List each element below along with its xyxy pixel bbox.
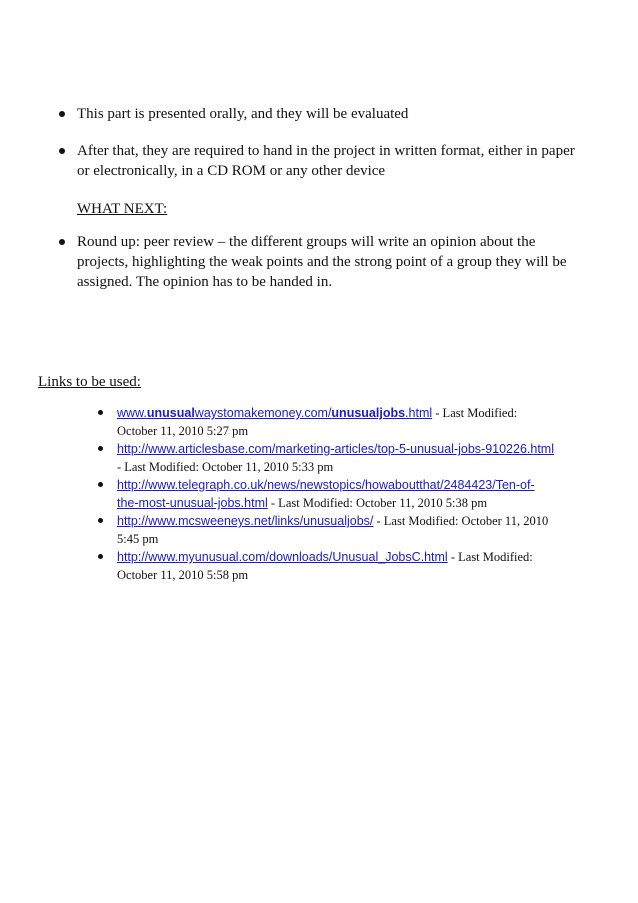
link-mcsweeneys[interactable]: http://www.mcsweeneys.net/links/unusualjobs/ [117, 514, 374, 528]
link-myunusual[interactable]: http://www.myunusual.com/downloads/Unusual_JobsC.html [117, 550, 448, 564]
link-unusualwaystomakemoney[interactable]: www.unusualwaystomakemoney.com/unusualjobs.html [117, 406, 433, 420]
link-list-item [95, 440, 555, 476]
bullet-icon [98, 518, 103, 523]
link-list-item [95, 476, 555, 512]
evaluation-bullet-list [55, 104, 575, 198]
link-telegraph[interactable]: http://www.telegraph.co.uk/news/newstopics/howaboutthat/2484423/Ten-of-the-most-unusual-jobs.html [117, 478, 535, 510]
link-list-item [95, 512, 555, 548]
bullet-icon [98, 554, 103, 559]
list-item [55, 104, 575, 124]
last-modified-text: - Last Modified: October 11, 2010 5:27 pm [117, 406, 518, 438]
bullet-icon [98, 410, 103, 415]
link-list-item [95, 548, 555, 584]
bullet-icon [59, 148, 65, 154]
list-item [55, 232, 575, 292]
links-heading: Links to be used: [38, 374, 141, 390]
bullet-text: After that, they are required to hand in the project in written format, either in paper or electronically, in a CD ROM or any other device [77, 143, 575, 179]
list-item [55, 141, 575, 181]
last-modified-text: - Last Modified: October 11, 2010 5:33 pm [117, 460, 334, 474]
what-next-heading: WHAT NEXT: [77, 201, 168, 217]
bullet-text: Round up: peer review – the different groups will write an opinion about the projects, highlighting the weak points and the strong point of a group they will be assigned. The opinion has to be handed in. [77, 234, 567, 290]
link-list-item [95, 404, 555, 440]
round-up-bullet-list [55, 232, 575, 292]
last-modified-text: - Last Modified: October 11, 2010 5:38 pm [267, 496, 488, 510]
bullet-icon [98, 446, 103, 451]
bullet-icon [59, 111, 65, 117]
bullet-text: This part is presented orally, and they will be evaluated [77, 106, 409, 122]
bullet-icon [59, 239, 65, 245]
links-list [95, 404, 555, 584]
last-modified-text: - Last Modified: October 11, 2010 5:45 pm [117, 514, 549, 546]
last-modified-text: - Last Modified: October 11, 2010 5:58 pm [117, 550, 533, 582]
bullet-icon [98, 482, 103, 487]
link-articlesbase[interactable]: http://www.articlesbase.com/marketing-articles/top-5-unusual-jobs-910226.html [117, 442, 554, 456]
